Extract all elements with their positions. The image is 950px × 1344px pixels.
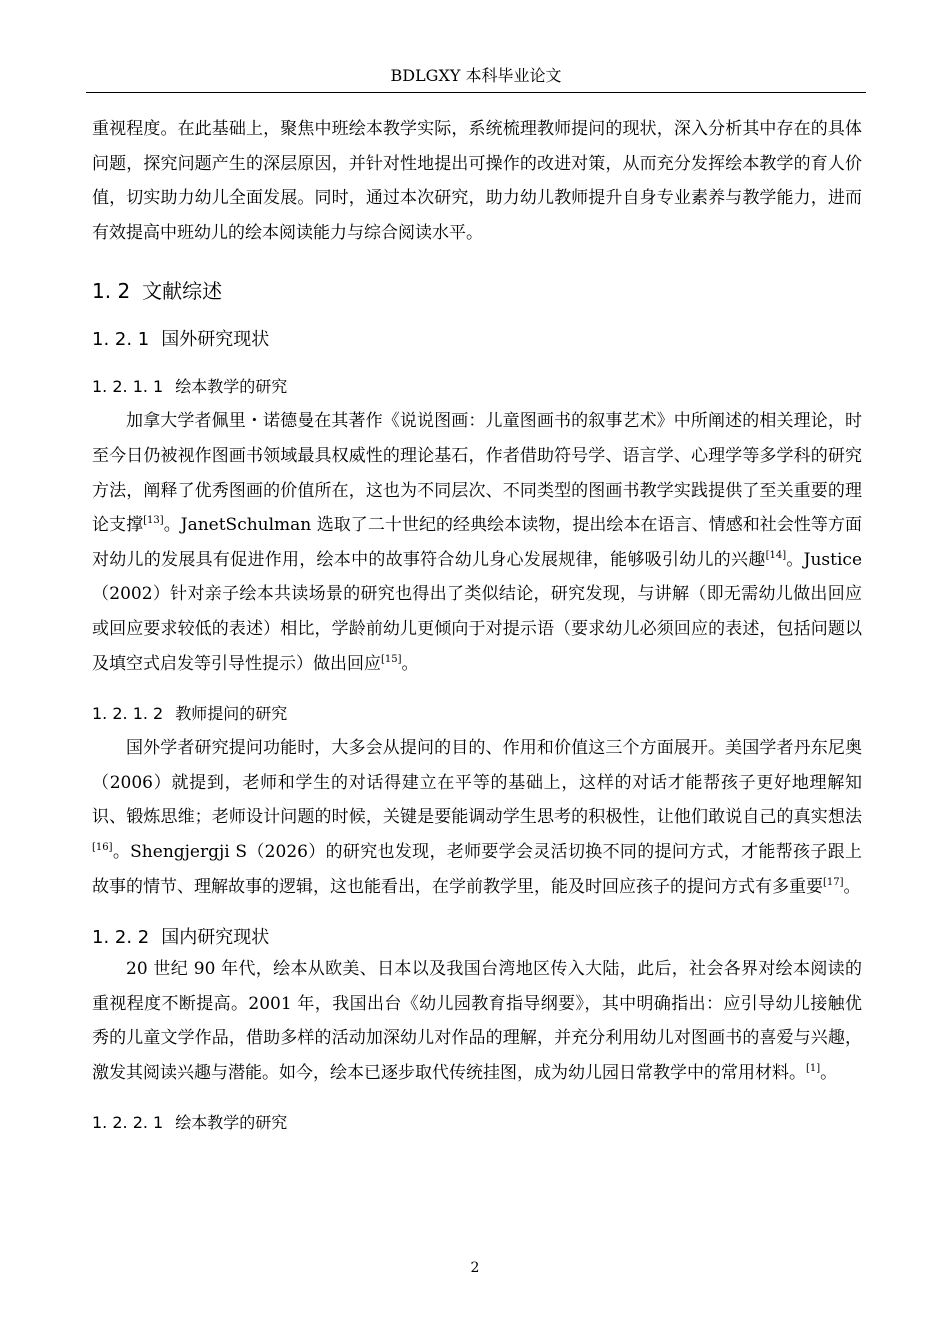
section-number: 1. 2. 1. 2 <box>92 704 164 724</box>
section-title: 国外研究现状 <box>161 329 270 351</box>
page-number: 2 <box>470 1260 480 1276</box>
section-title: 绘本教学的研究 <box>175 377 288 397</box>
citation-ref: [1] <box>806 1062 821 1074</box>
section-title: 文献综述 <box>142 279 223 304</box>
teacher-questioning-foreign-paragraph <box>92 731 862 904</box>
citation-ref: [14] <box>765 549 787 561</box>
section-title: 绘本教学的研究 <box>175 1113 288 1133</box>
page-header: BDLGXY 本科毕业论文 <box>390 66 562 85</box>
picture-book-foreign-paragraph <box>92 404 862 681</box>
domestic-research-paragraph <box>92 952 862 1090</box>
citation-ref: [15] <box>381 653 402 665</box>
section-title: 教师提问的研究 <box>175 704 288 724</box>
paragraph-text: 。Justice（2002）针对亲子绘本共读场景的研究也得出了类似结论，研究发现，与讲解（即无需幼儿做出回应或回应要求较低的表述）相比，学龄前幼儿更倾向于对提示语（要求幼儿必须回应的表述，包括问题以及填空式启发等引导性提示）做出回应 <box>92 549 863 674</box>
section-number: 1. 2 <box>92 279 131 304</box>
section-heading-1-2-1 <box>92 326 862 354</box>
paragraph-text: 。 <box>843 876 861 897</box>
page-body <box>92 112 862 1140</box>
section-number: 1. 2. 2. 1 <box>92 1113 164 1133</box>
citation-ref: [16] <box>92 841 113 853</box>
citation-ref: [17] <box>823 876 844 888</box>
paragraph-text: 加拿大学者佩里・诺德曼在其著作《说说图画：儿童图画书的叙事艺术》中所阐述的相关理论，时至今日仍被视作图画书领域最具权威性的理论基石，作者借助符号学、语言学、心理学等多学科的研究方法，阐释了优秀图画的价值所在，这也为不同层次、不同类型的图画书教学实践提供了至关重要的理论支撑 <box>92 411 862 536</box>
citation-ref: [13] <box>143 515 164 527</box>
intro-paragraph: 重视程度。在此基础上，聚焦中班绘本教学实际，系统梳理教师提问的现状，深入分析其中存在的具体问题，探究问题产生的深层原因，并针对性地提出可操作的改进对策，从而充分发挥绘本教学的育人价值，切实助力幼儿全面发展。同时，通过本次研究，助力幼儿教师提升自身专业素养与教学能力，进而有效提高中班幼儿的绘本阅读能力与综合阅读水平。 <box>92 119 862 243</box>
section-title: 国内研究现状 <box>161 927 270 949</box>
paragraph-text: 。Shengjergji S（2026）的研究也发现，老师要学会灵活切换不同的提问方式，才能帮孩子跟上故事的情节、理解故事的逻辑，这也能看出，在学前教学里，能及时回应孩子的提问方式有多重要 <box>92 841 862 897</box>
section-heading-1-2-2 <box>92 924 862 952</box>
paragraph-text: 。 <box>820 1062 838 1083</box>
section-number: 1. 2. 1 <box>92 329 150 351</box>
paragraph-text: 国外学者研究提问功能时，大多会从提问的目的、作用和价值这三个方面展开。美国学者丹东尼奥（2006）就提到，老师和学生的对话得建立在平等的基础上，这样的对话才能帮孩子更好地理解知识、锻炼思维；老师设计问题的时候，关键是要能调动学生思考的积极性，让他们敢说自己的真实想法 <box>92 738 862 828</box>
section-heading-1-2-1-2 <box>92 701 862 727</box>
section-heading-1-2 <box>92 276 862 306</box>
section-heading-1-2-2-1 <box>92 1110 862 1136</box>
paragraph-text: 。JanetSchulman 选取了二十世纪的经典绘本读物，提出绘本在语言、情感和社会性等方面对幼儿的发展具有促进作用，绘本中的故事符合幼儿身心发展规律，能够吸引幼儿的兴趣 <box>92 515 863 570</box>
section-number: 1. 2. 1. 1 <box>92 377 164 397</box>
paragraph-text: 20 世纪 90 年代，绘本从欧美、日本以及我国台湾地区传入大陆，此后，社会各界对绘本阅读的重视程度不断提高。2001 年，我国出台《幼儿园教育指导纲要》，其中明确指出：应引导幼儿接触优秀的儿童文学作品，借助多样的活动加深幼儿对作品的理解，并充分利用幼儿对图画书的喜爱与兴趣，激发其阅读兴趣与潜能。如今，绘本已逐步取代传统挂图，成为幼儿园日常教学中的常用材料。 <box>92 959 862 1083</box>
header-rule <box>86 92 866 93</box>
section-heading-1-2-1-1 <box>92 374 862 400</box>
paragraph-text: 。 <box>401 653 419 674</box>
section-number: 1. 2. 2 <box>92 927 150 949</box>
